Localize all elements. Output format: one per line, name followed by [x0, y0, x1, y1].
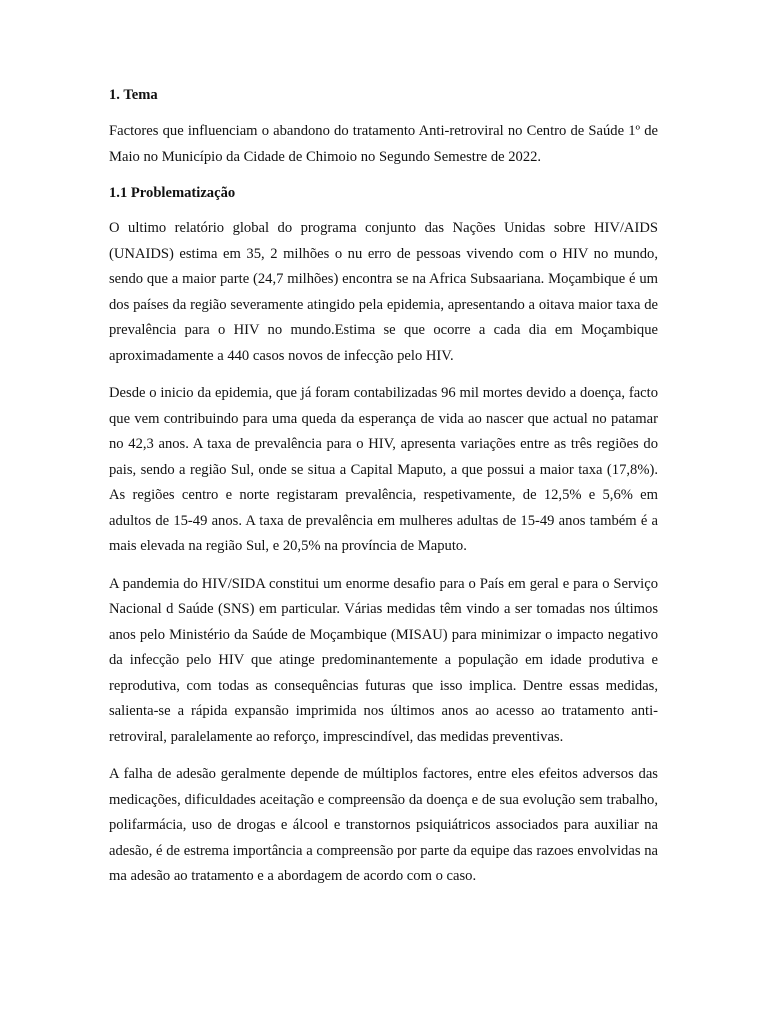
document-body	[109, 84, 658, 902]
theme-paragraph: Factores que influenciam o abandono do tratamento Anti-retroviral no Centro de Saúde 1º de Maio no Município da Cidade de Chimoio no Segundo Semestre de 2022.	[109, 123, 658, 165]
paragraph-unaids: O ultimo relatório global do programa conjunto das Nações Unidas sobre HIV/AIDS (UNAIDS) estima em 35, 2 milhões o nu erro de pessoas vivendo com o HIV no mundo, sendo que a maior parte (24,7 milhões) encontra se na Africa Subsaariana. Moçambique é um dos países da região severamente atingido pela epidemia, apresentando a oitava maior taxa de prevalência para o HIV no mundo.Estima se que ocorre a cada dia em Moçambique aproximadamente a 440 casos novos de infecção pelo HIV.	[109, 220, 658, 364]
section-heading-tema: 1. Tema	[109, 87, 158, 103]
paragraph-pandemia: A pandemia do HIV/SIDA constitui um enorme desafio para o País em geral e para o Serviço Nacional d Saúde (SNS) em particular. Várias medidas têm vindo a ser tomadas nos últimos anos pelo Ministério da Saúde de Moçambique (MISAU) para minimizar o impacto negativo da infecção pelo HIV que atinge predominantemente a população em idade produtiva e reprodutiva, com todas as consequências futuras que isso implica. Dentre essas medidas, salienta-se a rápida expansão imprimida nos últimos anos ao acesso ao tratamento anti-retroviral, paralelamente ao reforço, imprescindível, das medidas preventivas.	[109, 575, 658, 745]
section-heading-problematizacao: 1.1 Problematização	[109, 185, 236, 201]
paragraph-epidemia: Desde o inicio da epidemia, que já foram contabilizadas 96 mil mortes devido a doença, facto que vem contribuindo para uma queda da esperança de vida ao nascer que actual no patamar no 42,3 anos. A taxa de prevalência para o HIV, apresenta variações entre as três regiões do pais, sendo a região Sul, onde se situa a Capital Maputo, a que possui a maior taxa (17,8%). As regiões centro e norte registaram prevalência, respetivamente, de 12,5% e 5,6% em adultos de 15-49 anos. A taxa de prevalência em mulheres adultas de 15-49 anos também é a mais elevada na região Sul, e 20,5% na província de Maputo.	[109, 385, 658, 554]
paragraph-falha-adesao: A falha de adesão geralmente depende de múltiplos factores, entre eles efeitos adversos das medicações, dificuldades aceitação e compreensão da doença e de sua evolução sem trabalho, polifarmácia, uso de drogas e álcool e transtornos psiquiátricos associados para auxiliar na adesão, é de estrema importância a compreensão por parte da equipe das razoes envolvidas na ma adesão ao tratamento e a abordagem de acordo com o caso.	[109, 766, 658, 884]
